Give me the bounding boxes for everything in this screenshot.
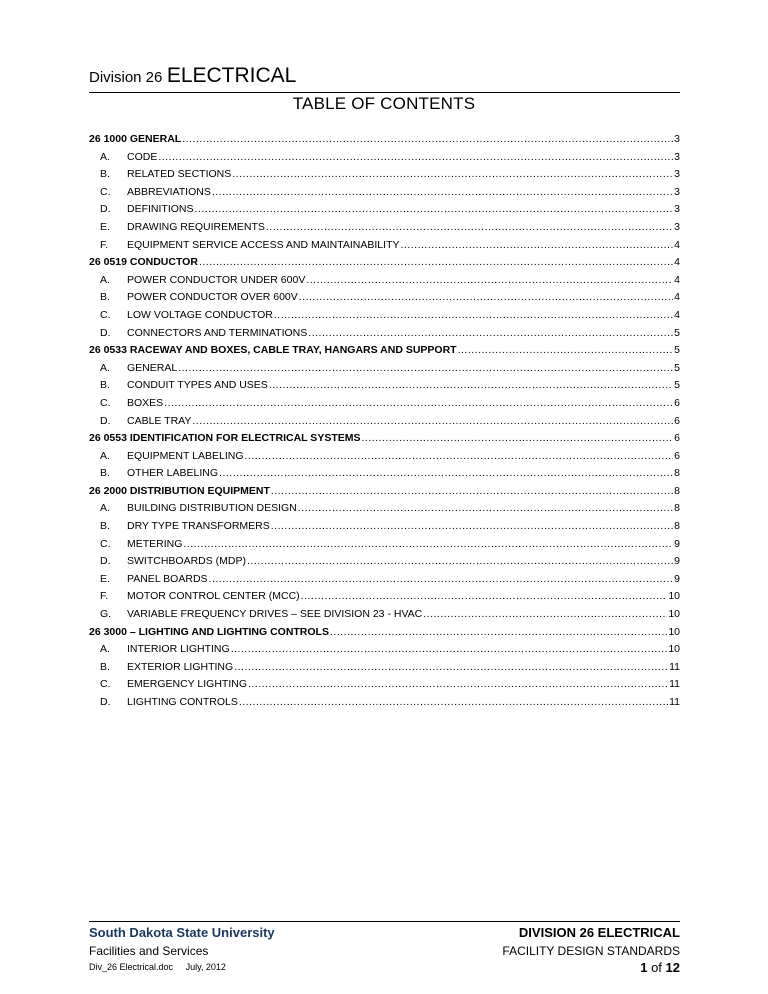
toc-item-label: INTERIOR LIGHTING [127, 643, 230, 656]
toc-item-page: 6 [674, 449, 680, 462]
toc-section-link[interactable] [89, 254, 680, 272]
toc-item-label: DRY TYPE TRANSFORMERS [127, 520, 270, 533]
toc-item-page: 5 [674, 344, 680, 357]
toc-item-letter: B. [100, 168, 110, 181]
toc-dot-leader [245, 448, 674, 466]
document-filename: Div_26 Electrical.doc [89, 962, 174, 972]
toc-item-letter: B. [100, 379, 110, 392]
toc-item-letter: F. [100, 590, 109, 603]
toc-dot-leader [195, 201, 674, 219]
toc-item-page: 10 [668, 590, 680, 603]
toc-item-letter: F. [100, 238, 109, 251]
toc-item-letter: C. [100, 678, 111, 691]
toc-section-link[interactable] [89, 624, 680, 642]
division-label: DIVISION 26 ELECTRICAL [518, 925, 680, 940]
toc-item-label: LIGHTING CONTROLS [127, 696, 238, 708]
university-name: South Dakota State University [89, 925, 275, 940]
toc-dot-leader [164, 395, 673, 413]
toc-item-page: 5 [674, 361, 680, 374]
toc-item-letter: B. [100, 467, 110, 480]
toc-subsection-link[interactable] [89, 149, 680, 167]
toc-dot-leader [247, 553, 673, 571]
toc-dot-leader [199, 254, 673, 272]
page-current: 1 [640, 960, 648, 975]
toc-item-letter: G. [100, 608, 112, 621]
toc-dot-leader [178, 360, 673, 378]
toc-dot-leader [362, 430, 674, 448]
toc-section-link[interactable] [89, 430, 680, 448]
toc-dot-leader [274, 307, 673, 325]
toc-dot-leader [266, 219, 673, 237]
toc-subsection-link[interactable] [89, 536, 680, 554]
toc-subsection-link[interactable] [89, 325, 680, 343]
toc-item-page: 5 [674, 379, 680, 392]
toc-section-link[interactable] [89, 342, 680, 360]
toc-item-page: 6 [674, 432, 680, 445]
toc-subsection-link[interactable] [89, 272, 680, 290]
page-footer [89, 921, 680, 975]
toc-item-label: 26 0533 RACEWAY AND BOXES, CABLE TRAY, HANGARS AND SUPPORT [89, 344, 457, 357]
toc-subsection-link[interactable] [89, 641, 680, 659]
toc-item-label: POWER CONDUCTOR UNDER 600V [127, 273, 306, 286]
toc-item-letter: E. [100, 572, 110, 585]
table-of-contents [89, 131, 680, 712]
division-name: ELECTRICAL [166, 64, 297, 87]
toc-item-label: BOXES [127, 396, 164, 409]
toc-dot-leader [183, 536, 673, 554]
toc-dot-leader [231, 641, 668, 659]
toc-subsection-link[interactable] [89, 571, 680, 589]
toc-item-label: EQUIPMENT LABELING [127, 449, 244, 462]
toc-dot-leader [232, 166, 673, 184]
document-date: July, 2012 [185, 962, 226, 972]
toc-dot-leader [182, 131, 673, 149]
toc-item-page: 10 [668, 625, 680, 638]
page-total: 12 [665, 960, 680, 975]
toc-item-page: 3 [674, 133, 680, 145]
toc-subsection-link[interactable] [89, 659, 680, 677]
toc-dot-leader [248, 676, 668, 694]
toc-dot-leader [271, 518, 673, 536]
toc-item-label: METERING [127, 537, 183, 550]
toc-item-page: 11 [669, 678, 680, 691]
toc-item-page: 8 [674, 502, 680, 515]
toc-item-label: PANEL BOARDS [127, 572, 208, 585]
toc-subsection-link[interactable] [89, 184, 680, 202]
toc-item-label: RELATED SECTIONS [127, 168, 232, 181]
toc-item-label: POWER CONDUCTOR OVER 600V [127, 291, 298, 304]
toc-item-label: 26 1000 GENERAL [89, 133, 182, 145]
document-info [89, 962, 275, 972]
toc-item-label: ABBREVIATIONS [127, 185, 211, 198]
toc-dot-leader [308, 325, 673, 343]
toc-item-label: BUILDING DISTRIBUTION DESIGN [127, 502, 297, 515]
footer-left [89, 925, 275, 972]
toc-item-label: 26 2000 DISTRIBUTION EQUIPMENT [89, 484, 270, 497]
toc-item-page: 6 [674, 396, 680, 409]
toc-item-letter: A. [100, 361, 110, 374]
toc-item-label: CONDUIT TYPES AND USES [127, 379, 268, 392]
toc-dot-leader [209, 571, 674, 589]
toc-item-page: 9 [674, 572, 680, 585]
toc-subsection-link[interactable] [89, 413, 680, 431]
toc-item-page: 5 [674, 326, 680, 339]
toc-item-label: OTHER LABELING [127, 467, 219, 480]
toc-item-letter: A. [100, 273, 110, 286]
toc-item-label: VARIABLE FREQUENCY DRIVES – SEE DIVISION 23 - HVAC [127, 608, 423, 621]
toc-subsection-link[interactable] [89, 588, 680, 606]
toc-item-page: 3 [674, 150, 680, 163]
toc-item-label: EQUIPMENT SERVICE ACCESS AND MAINTAINABILITY [127, 238, 400, 251]
toc-item-page: 11 [669, 696, 680, 708]
toc-subsection-link[interactable] [89, 553, 680, 571]
toc-item-letter: A. [100, 449, 110, 462]
toc-dot-leader [271, 483, 673, 501]
toc-subsection-link[interactable] [89, 676, 680, 694]
toc-item-letter: A. [100, 150, 110, 163]
toc-item-label: 26 0519 CONDUCTOR [89, 256, 198, 269]
toc-dot-leader [458, 342, 674, 360]
toc-item-letter: A. [100, 502, 110, 515]
toc-section-link[interactable] [89, 131, 680, 149]
toc-subsection-link[interactable] [89, 360, 680, 378]
toc-item-page: 3 [674, 220, 680, 233]
toc-item-page: 10 [668, 643, 680, 656]
toc-item-label: CODE [127, 150, 158, 163]
toc-subsection-link[interactable] [89, 395, 680, 413]
toc-item-letter: D. [100, 414, 111, 427]
toc-item-page: 4 [674, 256, 680, 269]
toc-subsection-link[interactable] [89, 219, 680, 237]
toc-dot-leader [301, 588, 668, 606]
toc-subsection-link[interactable] [89, 606, 680, 624]
toc-item-letter: C. [100, 396, 111, 409]
toc-item-label: SWITCHBOARDS (MDP) [127, 555, 246, 568]
toc-dot-leader [330, 624, 667, 642]
toc-dot-leader [234, 659, 668, 677]
toc-item-page: 3 [674, 185, 680, 198]
toc-item-label: DRAWING REQUIREMENTS [127, 220, 265, 233]
toc-item-page: 8 [674, 467, 680, 480]
toc-item-page: 6 [674, 414, 680, 427]
toc-dot-leader [219, 465, 673, 483]
toc-item-page: 8 [674, 520, 680, 533]
toc-dot-leader [192, 413, 673, 431]
toc-item-label: 26 3000 – LIGHTING AND LIGHTING CONTROLS [89, 625, 329, 638]
toc-dot-leader [158, 149, 673, 167]
toc-item-label: 26 0553 IDENTIFICATION FOR ELECTRICAL SYSTEMS [89, 432, 361, 445]
toc-dot-leader [298, 500, 673, 518]
toc-item-letter: B. [100, 520, 110, 533]
toc-dot-leader [239, 694, 668, 712]
division-prefix: Division 26 [89, 69, 163, 86]
toc-section-link[interactable] [89, 483, 680, 501]
toc-dot-leader [269, 377, 673, 395]
toc-subsection-link[interactable] [89, 448, 680, 466]
toc-item-page: 4 [674, 238, 680, 251]
toc-item-label: LOW VOLTAGE CONDUCTOR [127, 308, 273, 321]
toc-dot-leader [306, 272, 673, 290]
toc-subsection-link[interactable] [89, 289, 680, 307]
department-name: Facilities and Services [89, 944, 209, 958]
toc-item-label: DEFINITIONS [127, 203, 194, 216]
toc-subsection-link[interactable] [89, 307, 680, 325]
toc-item-letter: D. [100, 696, 111, 708]
toc-item-page: 3 [674, 203, 680, 216]
toc-item-page: 9 [674, 555, 680, 568]
toc-item-label: EMERGENCY LIGHTING [127, 678, 247, 691]
toc-subsection-link[interactable] [89, 201, 680, 219]
toc-dot-leader [423, 606, 667, 624]
toc-item-letter: D. [100, 203, 111, 216]
toc-subsection-link[interactable] [89, 500, 680, 518]
toc-item-letter: C. [100, 185, 111, 198]
toc-subsection-link[interactable] [89, 694, 680, 712]
toc-item-letter: D. [100, 326, 111, 339]
toc-subsection-link[interactable] [89, 237, 680, 255]
toc-item-letter: B. [100, 291, 110, 304]
toc-item-letter: E. [100, 220, 110, 233]
toc-item-page: 11 [669, 660, 680, 673]
toc-title: TABLE OF CONTENTS [292, 94, 476, 113]
toc-item-letter: D. [100, 555, 111, 568]
toc-item-letter: A. [100, 643, 110, 656]
toc-item-letter: C. [100, 537, 111, 550]
toc-item-page: 8 [674, 484, 680, 497]
page-header [89, 64, 680, 93]
toc-item-label: EXTERIOR LIGHTING [127, 660, 234, 673]
toc-subsection-link[interactable] [89, 166, 680, 184]
page-number [502, 960, 680, 975]
toc-item-page: 4 [674, 273, 680, 286]
toc-item-label: CONNECTORS AND TERMINATIONS [127, 326, 308, 339]
toc-subsection-link[interactable] [89, 518, 680, 536]
toc-item-page: 9 [674, 537, 680, 550]
toc-item-label: CABLE TRAY [127, 414, 192, 427]
toc-dot-leader [212, 184, 673, 202]
toc-item-letter: B. [100, 660, 110, 673]
toc-subsection-link[interactable] [89, 377, 680, 395]
toc-item-letter: C. [100, 308, 111, 321]
toc-dot-leader [299, 289, 673, 307]
toc-item-page: 3 [674, 168, 680, 181]
standards-label: FACILITY DESIGN STANDARDS [502, 944, 680, 958]
toc-item-label: MOTOR CONTROL CENTER (MCC) [127, 590, 300, 603]
toc-item-page: 10 [668, 608, 680, 621]
page-of: of [651, 960, 662, 975]
toc-dot-leader [400, 237, 673, 255]
toc-item-label: GENERAL [127, 361, 178, 374]
toc-item-page: 4 [674, 308, 680, 321]
toc-item-page: 4 [674, 291, 680, 304]
toc-subsection-link[interactable] [89, 465, 680, 483]
footer-right [502, 925, 680, 975]
